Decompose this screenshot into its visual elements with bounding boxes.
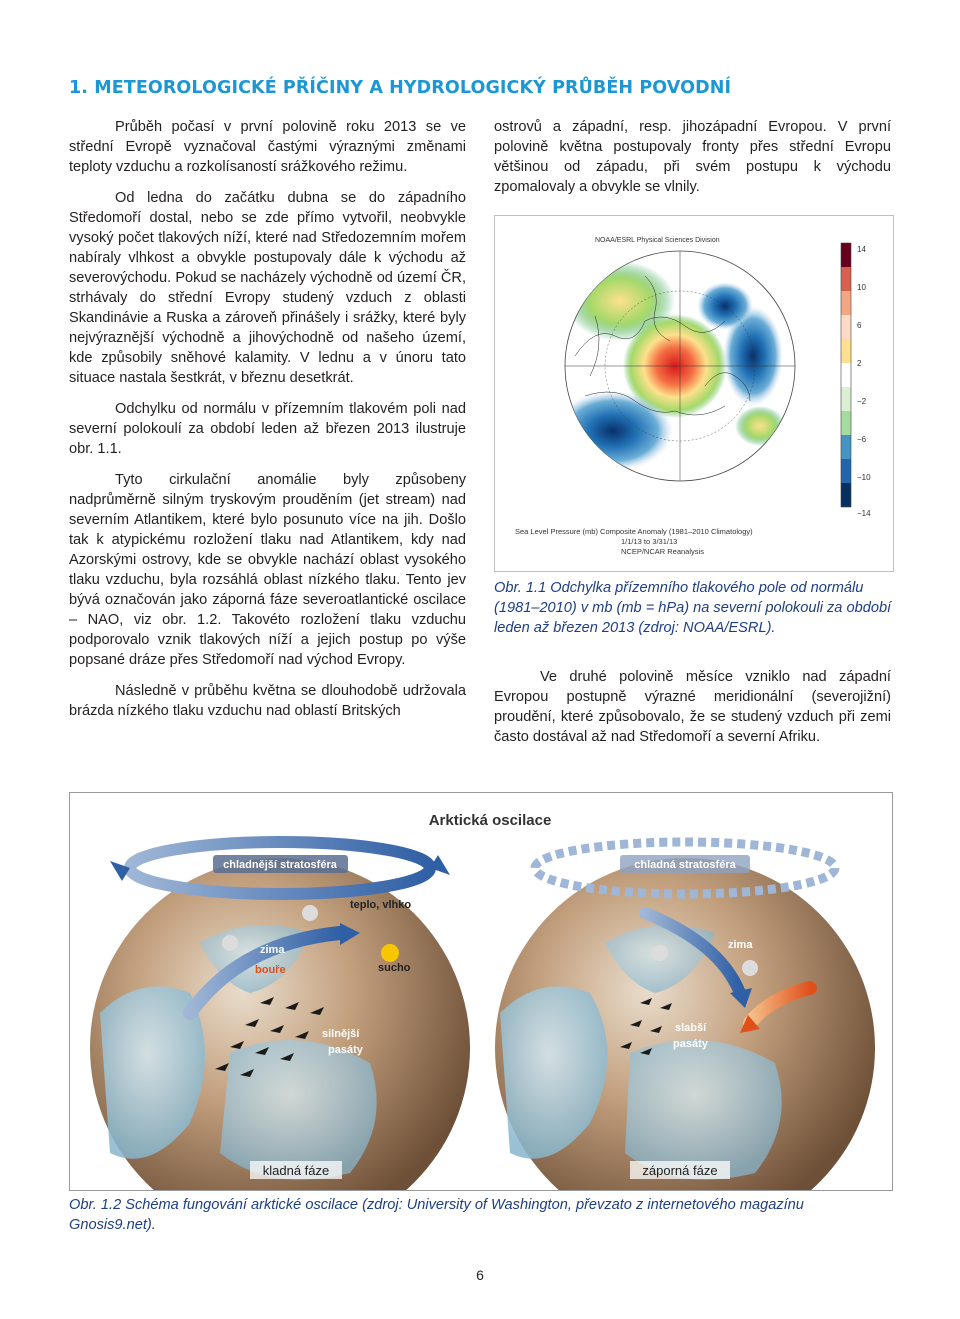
map-footer: 1/1/13 to 3/31/13 (621, 537, 678, 546)
trade-wind-label: pasáty (328, 1044, 363, 1056)
page-number: 6 (476, 1267, 484, 1283)
paragraph: Průběh počasí v první polovině roku 2013 se ve střední Evropě vyznačoval častými výraznými změnami teploty vzduchu a rozkolísaností srážkového režimu. (69, 119, 466, 175)
colorbar (841, 243, 871, 518)
colorbar-label: 6 (857, 321, 862, 330)
positive-phase-globe (90, 842, 470, 1190)
sun-icon (381, 944, 399, 962)
figure-caption: Obr. 1.1 Odchylka přízemního tlakového pole od normálu (1981–2010) v mb (mb = hPa) na severní polokouli za období leden až březen 2013 (zdroj: NOAA/ESRL). (494, 580, 892, 636)
trade-wind-label: slabší (675, 1022, 707, 1034)
map-header: NOAA/ESRL Physical Sciences Division (595, 237, 720, 244)
colorbar-label: −10 (857, 473, 871, 482)
colorbar-label: −6 (857, 435, 867, 444)
map-footer: NCEP/NCAR Reanalysis (621, 547, 704, 556)
paragraph: Odchylku od normálu v přízemním tlakovém poli nad severní polokoulí za období leden až březen 2013 ilustruje obr. 1.1. (69, 401, 466, 457)
stratosphere-label: chladnější stratosféra (223, 859, 337, 871)
trade-wind-label: silnější (322, 1028, 360, 1040)
weather-label: zima (260, 944, 285, 956)
colorbar-label: −2 (857, 397, 867, 406)
paragraph: Ve druhé polovině měsíce vzniklo nad západní Evropou postupně výrazné meridionální (severojižní) proudění, které způsobovalo, že se studený vzduch při zemi často dostával až nad Středomoří a severní Afriku. (494, 669, 891, 745)
phase-label: kladná fáze (262, 1163, 330, 1178)
right-column-bottom (494, 667, 891, 758)
snow-cloud-icon (742, 960, 758, 976)
trade-wind-label: pasáty (673, 1038, 708, 1050)
arctic-oscillation-diagram (69, 792, 893, 1191)
colorbar-label: 14 (857, 245, 866, 254)
weather-label: teplo, vlhko (350, 899, 412, 911)
paragraph: Tyto cirkulační anomálie byly způsobeny nadprůměrně silným tryskovým prouděním (jet stream) nad severním Atlantikem, které bylo posunuto více na jih. Došlo tak k atypickému rozložení tlaku nad Atlantikem, kdy nad Azorskými ostrovy, kde se obvykle nachází oblast vysokého tlaku vzduchu, byla rozsáhlá oblast nízkého tlaku. Tento jev bývá označován jako záporná fáze severoatlantické oscilace – NAO, viz obr. 1.2. Takovéto rozložení tlaku vzduchu podporovalo vznik tlakových níží a jejich postup po výše popsané dráze přes Středomoří nad východ Evropy. (69, 472, 466, 668)
section-heading: 1. METEOROLOGICKÉ PŘÍČINY A HYDROLOGICKÝ PRŮBĚH POVODNÍ (69, 78, 732, 98)
weather-label: sucho (378, 962, 411, 974)
right-column-top (494, 117, 891, 208)
weather-label: bouře (255, 964, 286, 976)
paragraph: ostrovů a západní, resp. jihozápadní Evropou. V první polovině května postupovaly fronty přes střední Evropu většinou od západu, při svém postupu k východu zpomalovaly a obvykle se vlnily. (494, 119, 891, 195)
phase-label: záporná fáze (642, 1163, 718, 1178)
paragraph: Následně v průběhu května se dlouhodobě udržovala brázda nízkého tlaku vzduchu nad oblastí Britských (69, 683, 466, 719)
cloud-icon (652, 945, 668, 961)
weather-label: zima (728, 939, 753, 951)
cloud-icon (222, 935, 238, 951)
diagram-title: Arktická oscilace (428, 812, 552, 829)
negative-phase-globe (495, 842, 875, 1190)
paragraph: Od ledna do začátku dubna se do západního Středomoří dostal, nebo se zde přímo vytvořil, neobvykle vysoký počet tlakových níží, které nad Středozemním mořem nabíraly vlhkost a obvykle postupovaly dále k východu až severovýchodu. Pokud se nacházely východně od území ČR, strhávaly do střední Evropy studený vzduch z oblasti Skandinávie a Ruska a zároveň přinášely i srážky, které byly nejvýraznější východně a jihovýchodně od našeho území, kde způsobily sněhové kalamity. V lednu a v únoru tato situace nastala šestkrát, v březnu desetkrát. (69, 190, 466, 386)
figure-caption: Obr. 1.2 Schéma fungování arktické oscilace (zdroj: University of Washington, převzato z internetového magazínu Gnosis9.net). (69, 1197, 804, 1233)
colorbar-label: 2 (857, 359, 862, 368)
map-footer: Sea Level Pressure (mb) Composite Anomaly (1981–2010 Climatology) (515, 527, 753, 536)
stratosphere-label: chladná stratosféra (634, 859, 736, 871)
colorbar-label: 10 (857, 283, 866, 292)
pressure-anomaly-map (494, 215, 894, 572)
cloud-icon (302, 905, 318, 921)
left-column (69, 117, 466, 732)
colorbar-label: −14 (857, 509, 871, 518)
